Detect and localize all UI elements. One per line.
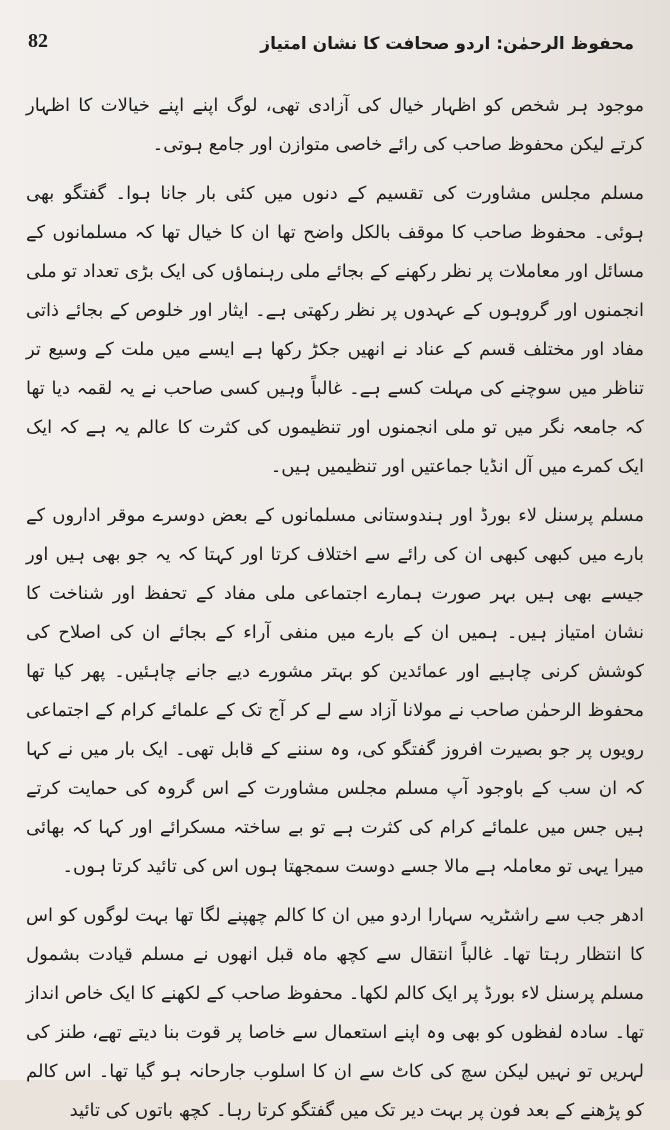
page-number: 82 <box>28 30 48 52</box>
paragraph: مسلم مجلس مشاورت کی تقسیم کے دنوں میں کئی بار جانا ہوا۔ گفتگو بھی ہوئی۔ محفوظ صاحب کا موقف بالکل واضح تھا ان کا خیال تھا کہ مسلمانوں کے مسائل اور معاملات پر نظر رکھنے کے بجائے ملی رہنماؤں کی ایک بڑی تعداد تو ملی انجمنوں اور گروہوں کے عہدوں پر نظر رکھتی ہے۔ ایثار اور خلوص کے بجائے ذاتی مفاد اور مختلف قسم کے عناد نے انھیں جکڑ رکھا ہے ایسے میں ملت کے وسیع تر تناظر میں سوچنے کی مہلت کسے ہے۔ غالباً وہیں کسی صاحب نے یہ لقمہ دیا تھا کہ جامعہ نگر میں تو ملی انجمنوں اور تنظیموں کی کثرت کا عالم یہ ہے کہ ایک ایک کمرے میں آل انڈیا جماعتیں اور تنظیمیں ہیں۔ <box>26 183 644 477</box>
paragraph: ادھر جب سے راشٹریہ سہارا اردو میں ان کا کالم چھپنے لگا تھا بہت لوگوں کو اس کا انتظار رہتا تھا۔ غالباً انتقال سے کچھ ماہ قبل انھوں نے مسلم قیادت بشمول مسلم پرسنل لاء بورڈ پر ایک کالم لکھا۔ محفوظ صاحب کے لکھنے کا ایک خاص انداز تھا۔ سادہ لفظوں کو بھی وہ اپنے استعمال سے خاصا پر قوت بنا دیتے تھے، طنز کی لہریں تو نہیں لیکن سچ کی کاٹ سے ان کا اسلوب جارحانہ ہو گیا تھا۔ اس کالم کو پڑھنے کے بعد فون پر بہت دیر تک میں گفتگو کرتا رہا۔ کچھ باتوں کی تائید <box>26 905 644 1121</box>
paragraph: مسلم پرسنل لاء بورڈ اور ہندوستانی مسلمانوں کے بعض دوسرے موقر اداروں کے بارے میں کبھی کبھی ان کی رائے سے اختلاف کرتا اور کہتا کہ یہ جو بھی ہیں اور جیسے بھی ہیں بہر صورت ہمارے اجتماعی ملی مفاد کے تحفظ اور شناخت کا نشان امتیاز ہیں۔ ہمیں ان کے بارے میں منفی آراء کے بجائے ان کی اصلاح کی کوشش کرنی چاہیے اور عمائدین کو بہتر مشورے دیے جانے چاہئیں۔ پھر کیا تھا محفوظ الرحمٰن صاحب نے مولانا آزاد سے لے کر آج تک کے علمائے کرام کے اجتماعی رویوں پر جو بصیرت افروز گفتگو کی، وہ سننے کے قابل تھی۔ ایک بار میں نے کہا کہ ان سب کے باوجود آپ مسلم مجلس مشاورت کے اس گروہ کی حمایت کرتے ہیں جس میں علمائے کرام کی کثرت ہے تو بے ساختہ مسکرائے اور کہا کہ بھائی میرا یہی تو معاملہ ہے مالا جسے دوست سمجھتا ہوں اس کی تائید کرتا ہوں۔ <box>26 505 644 877</box>
body-text <box>26 86 644 1121</box>
running-title: محفوظ الرحمٰن: اردو صحافت کا نشان امتیاز <box>260 34 634 54</box>
page-header <box>28 30 634 68</box>
paragraph: موجود ہر شخص کو اظہار خیال کی آزادی تھی، لوگ اپنے اپنے خیالات کا اظہار کرتے لیکن محفوظ صاحب کی رائے خاصی متوازن اور جامع ہوتی۔ <box>26 95 644 155</box>
